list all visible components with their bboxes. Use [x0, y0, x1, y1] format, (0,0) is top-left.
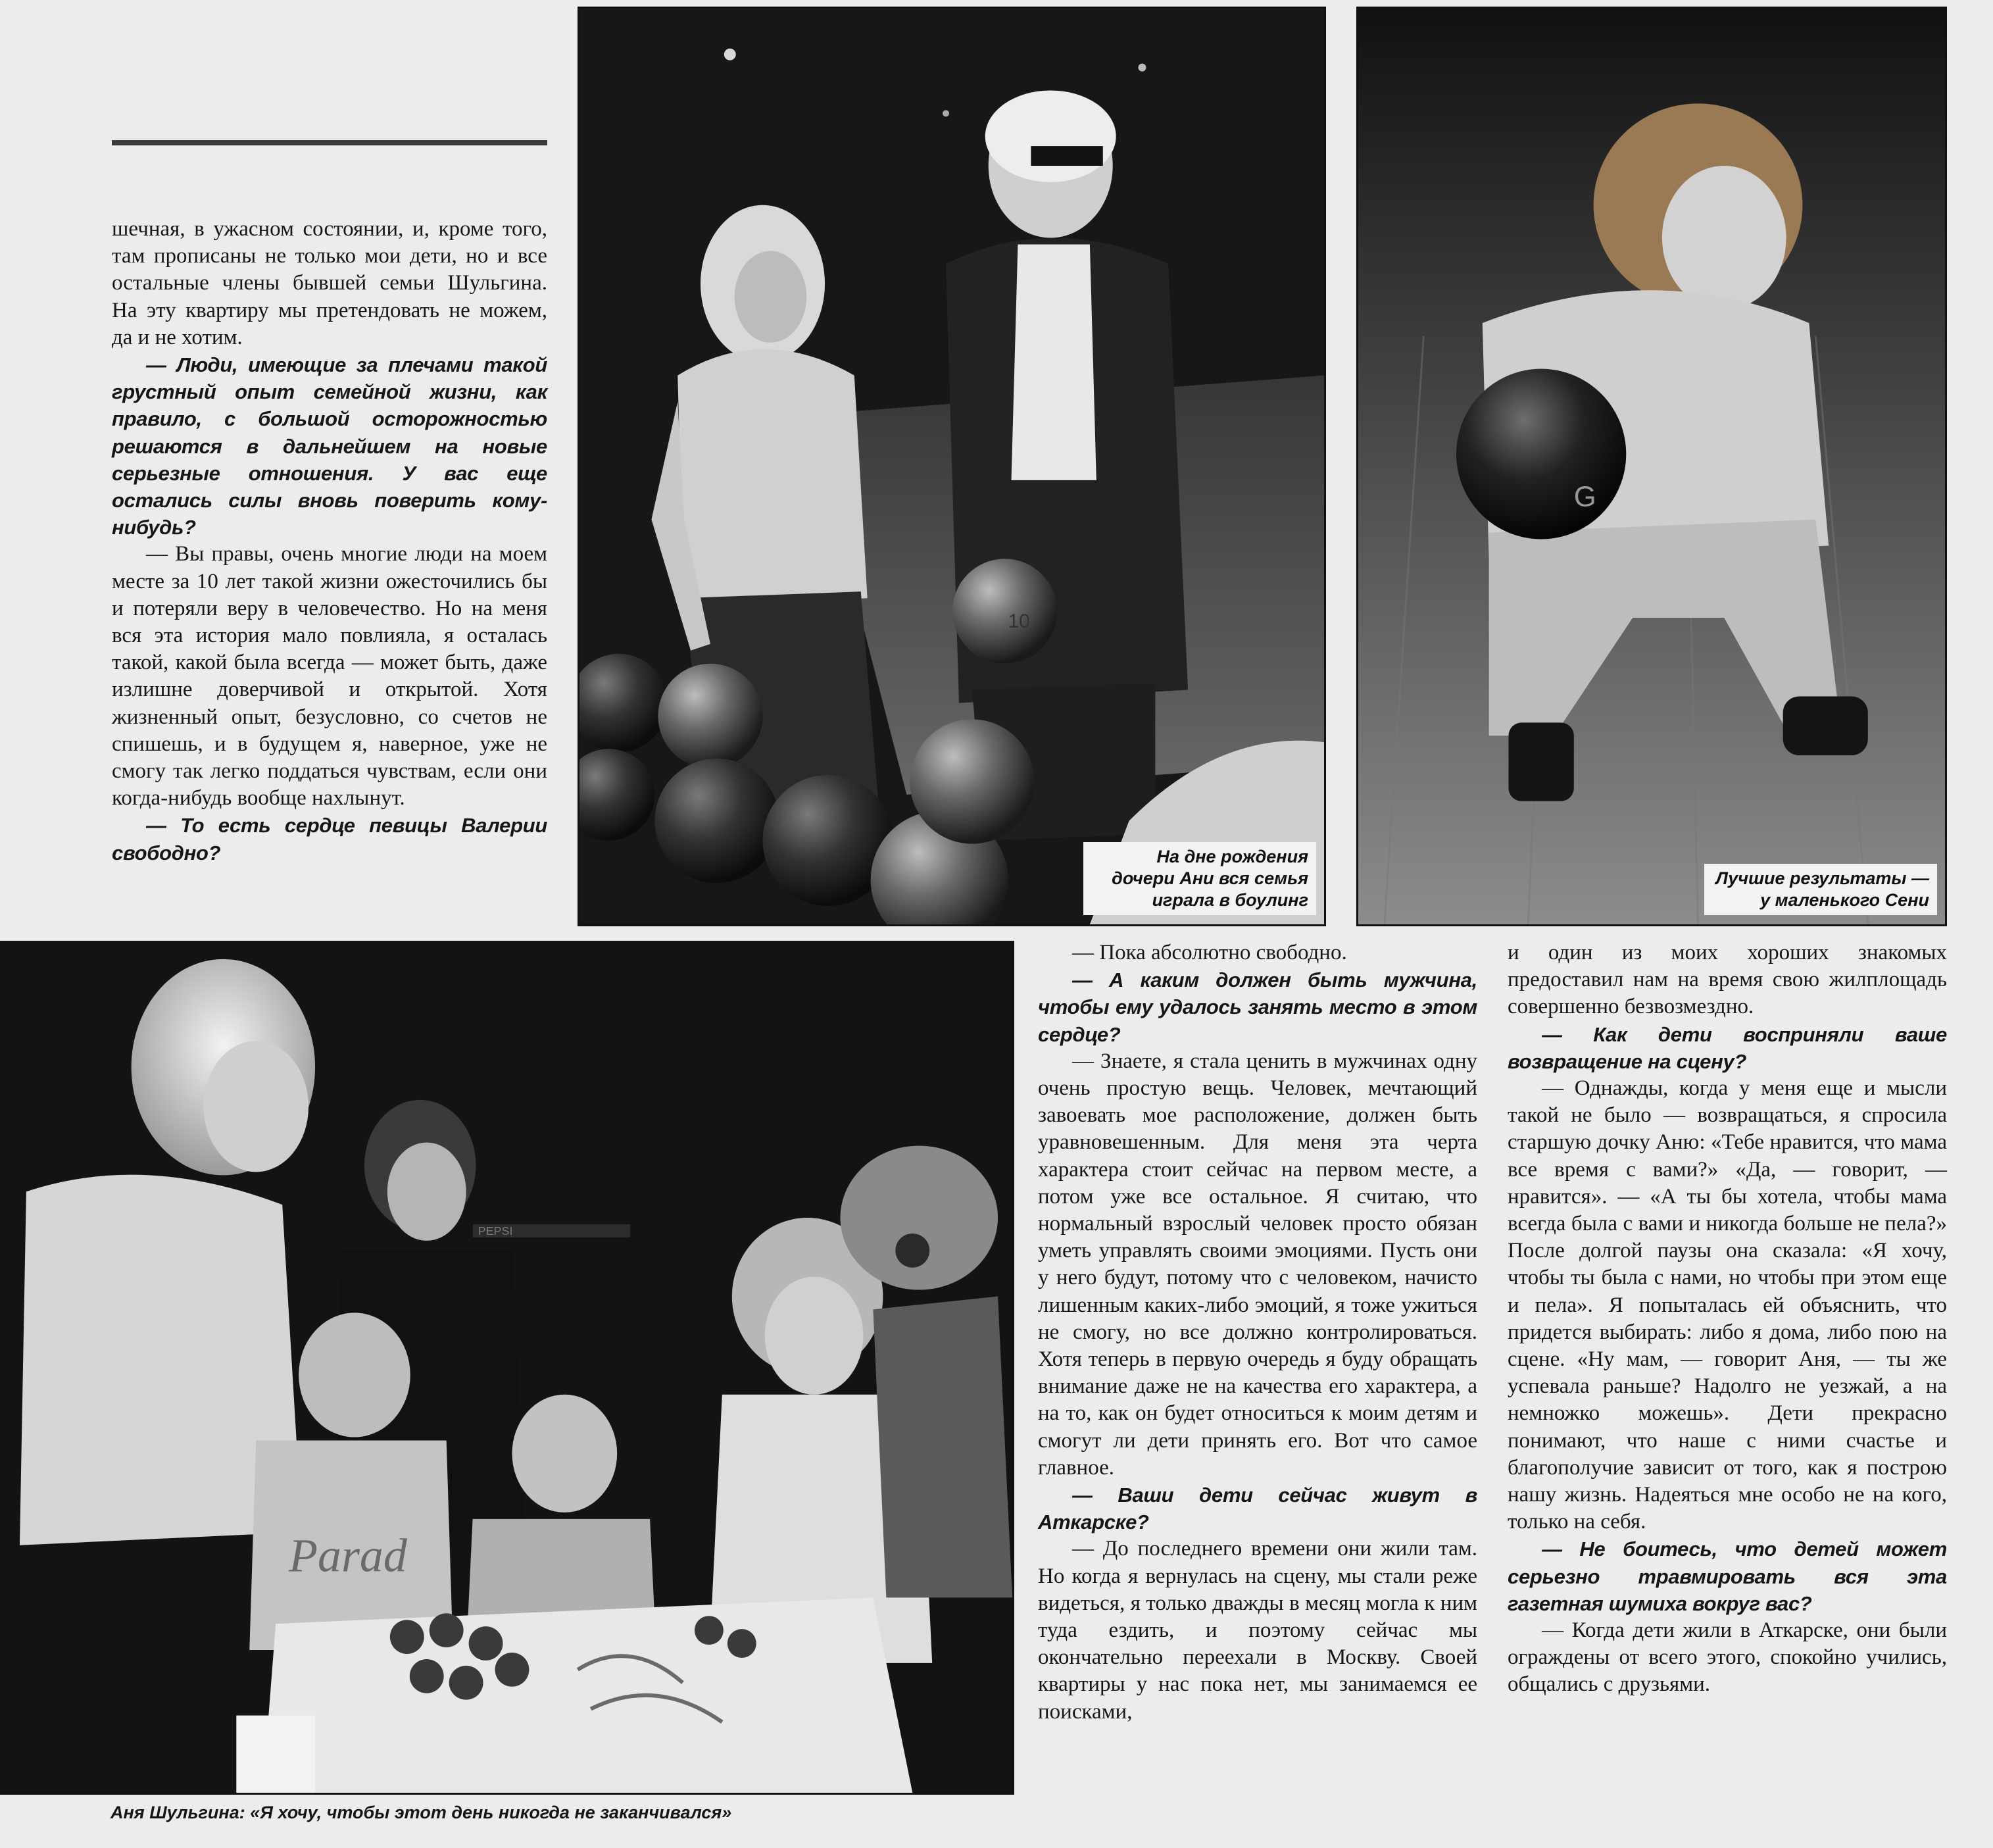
- interview-question: — Как дети восприняли ваше возвращение на сцену?: [1508, 1022, 1947, 1073]
- article-column-3: [1508, 939, 1947, 1699]
- interview-answer: — До последнего времени они жили там. Но когда я вернулась на сцену, мы стали реже видеться, я только дважды в месяц могла к ним туда ездить, и поэтому сейчас мы окончательно переехали в Москву. Своей квартиры у нас пока нет, мы занимаемся ее поисками,: [1038, 1537, 1477, 1724]
- caption-birthday-cake: Аня Шульгина: «Я хочу, чтобы этот день никогда не заканчивался»: [111, 1803, 732, 1822]
- photo-family-bowling: [578, 7, 1326, 926]
- interview-answer: и один из моих хороших знакомых предоставил нам на время свою жилплощадь совершенно безвозмездно.: [1508, 941, 1947, 1019]
- interview-answer: шечная, в ужасном состоянии, и, кроме того, там прописаны не только мои дети, но и все остальные члены бывшей семьи Шульгина. На эту квартиру мы претендовать не можем, да и не хотим.: [112, 217, 547, 349]
- ball-marking-10: 10: [1008, 610, 1030, 632]
- photo-birthday-cake: [0, 941, 1014, 1795]
- ball-marking-g: G: [1573, 480, 1596, 513]
- interview-answer: — Пока абсолютно свободно.: [1072, 941, 1347, 964]
- interview-question: — То есть сердце певицы Валерии свободно?: [112, 814, 547, 864]
- caption-boy-bowling: Лучшие результаты — у маленького Сени: [1704, 864, 1937, 915]
- interview-answer: — Когда дети жили в Аткарске, они были ограждены от всего этого, спокойно учились, общались с друзьями.: [1508, 1618, 1947, 1697]
- section-rule: [112, 140, 547, 145]
- article-column-1: [112, 216, 547, 866]
- interview-question: — А каким должен быть мужчина, чтобы ему удалось занять место в этом сердце?: [1038, 968, 1477, 1046]
- article-column-2: [1038, 939, 1477, 1726]
- interview-answer: — Однажды, когда у меня еще и мысли такой не было — возвращаться, я спросила старшую дочку Аню: «Тебе нравится, что мама все время с вами?» «Да, — говорит, — нравится». — «А ты бы хотела, чтобы мама всегда была с вами и никогда больше не пела?» После долгой паузы она сказала: «Я хочу, чтобы ты была с нами, но чтобы при этом еще и пела». Я попыталась ей объяснить, что придется выбирать: либо я дома, либо пою на сцене. «Ну мам, — говорит Аня, — ты же успевала раньше? Надолго не уезжай, а на немножко можешь». Дети прекрасно понимают, что наше с ними счастье и благополучие зависит от того, как я построю нашу жизнь. Надеяться мне особо не на кого, только на себя.: [1508, 1076, 1947, 1534]
- photo-boy-bowling: [1356, 7, 1947, 926]
- caption-family-bowling: На дне рождения дочери Ани вся семья играла в боулинг: [1083, 842, 1316, 915]
- interview-answer: — Знаете, я стала ценить в мужчинах одну очень простую вещь. Человек, мечтающий завоевать мое расположение, должен быть уравновешенным. Для меня эта черта характера стоит сейчас на первом месте, а потом уже все остальное. Я считаю, что нормальный взрослый человек просто обязан уметь управлять своими эмоциями. Пусть они у него будут, потому что с человеком, начисто лишенным каких-либо эмоций, я тоже ужиться не смогу, но все должно контролироваться. Хотя теперь в первую очередь я буду обращать внимание даже не на качества его характера, а на то, как он будет относиться к моим детям и смогут ли дети принять его. Вот что самое главное.: [1038, 1049, 1477, 1480]
- interview-answer: — Вы правы, очень многие люди на моем месте за 10 лет такой жизни ожесточились бы и потеряли веру в человечество. Но на меня вся эта история мало повлияла, я осталась такой, какой была всегда — может быть, даже излишне доверчивой и открытой. Хотя жизненный опыт, безусловно, со счетов не спишешь, и в будущем я, наверное, уже не смогу так легко поддаться чувствам, если они когда-нибудь вообще нахлынут.: [112, 542, 547, 811]
- shirt-print: Parad: [289, 1529, 407, 1582]
- interview-question: — Люди, имеющие за плечами такой грустный опыт семейной жизни, как правило, с большой осторожностью решаются в дальнейшем на новые серьезные отношения. У вас еще остались силы вновь поверить кому-нибудь?: [112, 353, 547, 539]
- pepsi-sign: PEPSI: [478, 1224, 513, 1237]
- interview-question: — Ваши дети сейчас живут в Аткарске?: [1038, 1484, 1477, 1534]
- interview-question: — Не боитесь, что детей может серьезно травмировать вся эта газетная шумиха вокруг вас?: [1508, 1537, 1947, 1615]
